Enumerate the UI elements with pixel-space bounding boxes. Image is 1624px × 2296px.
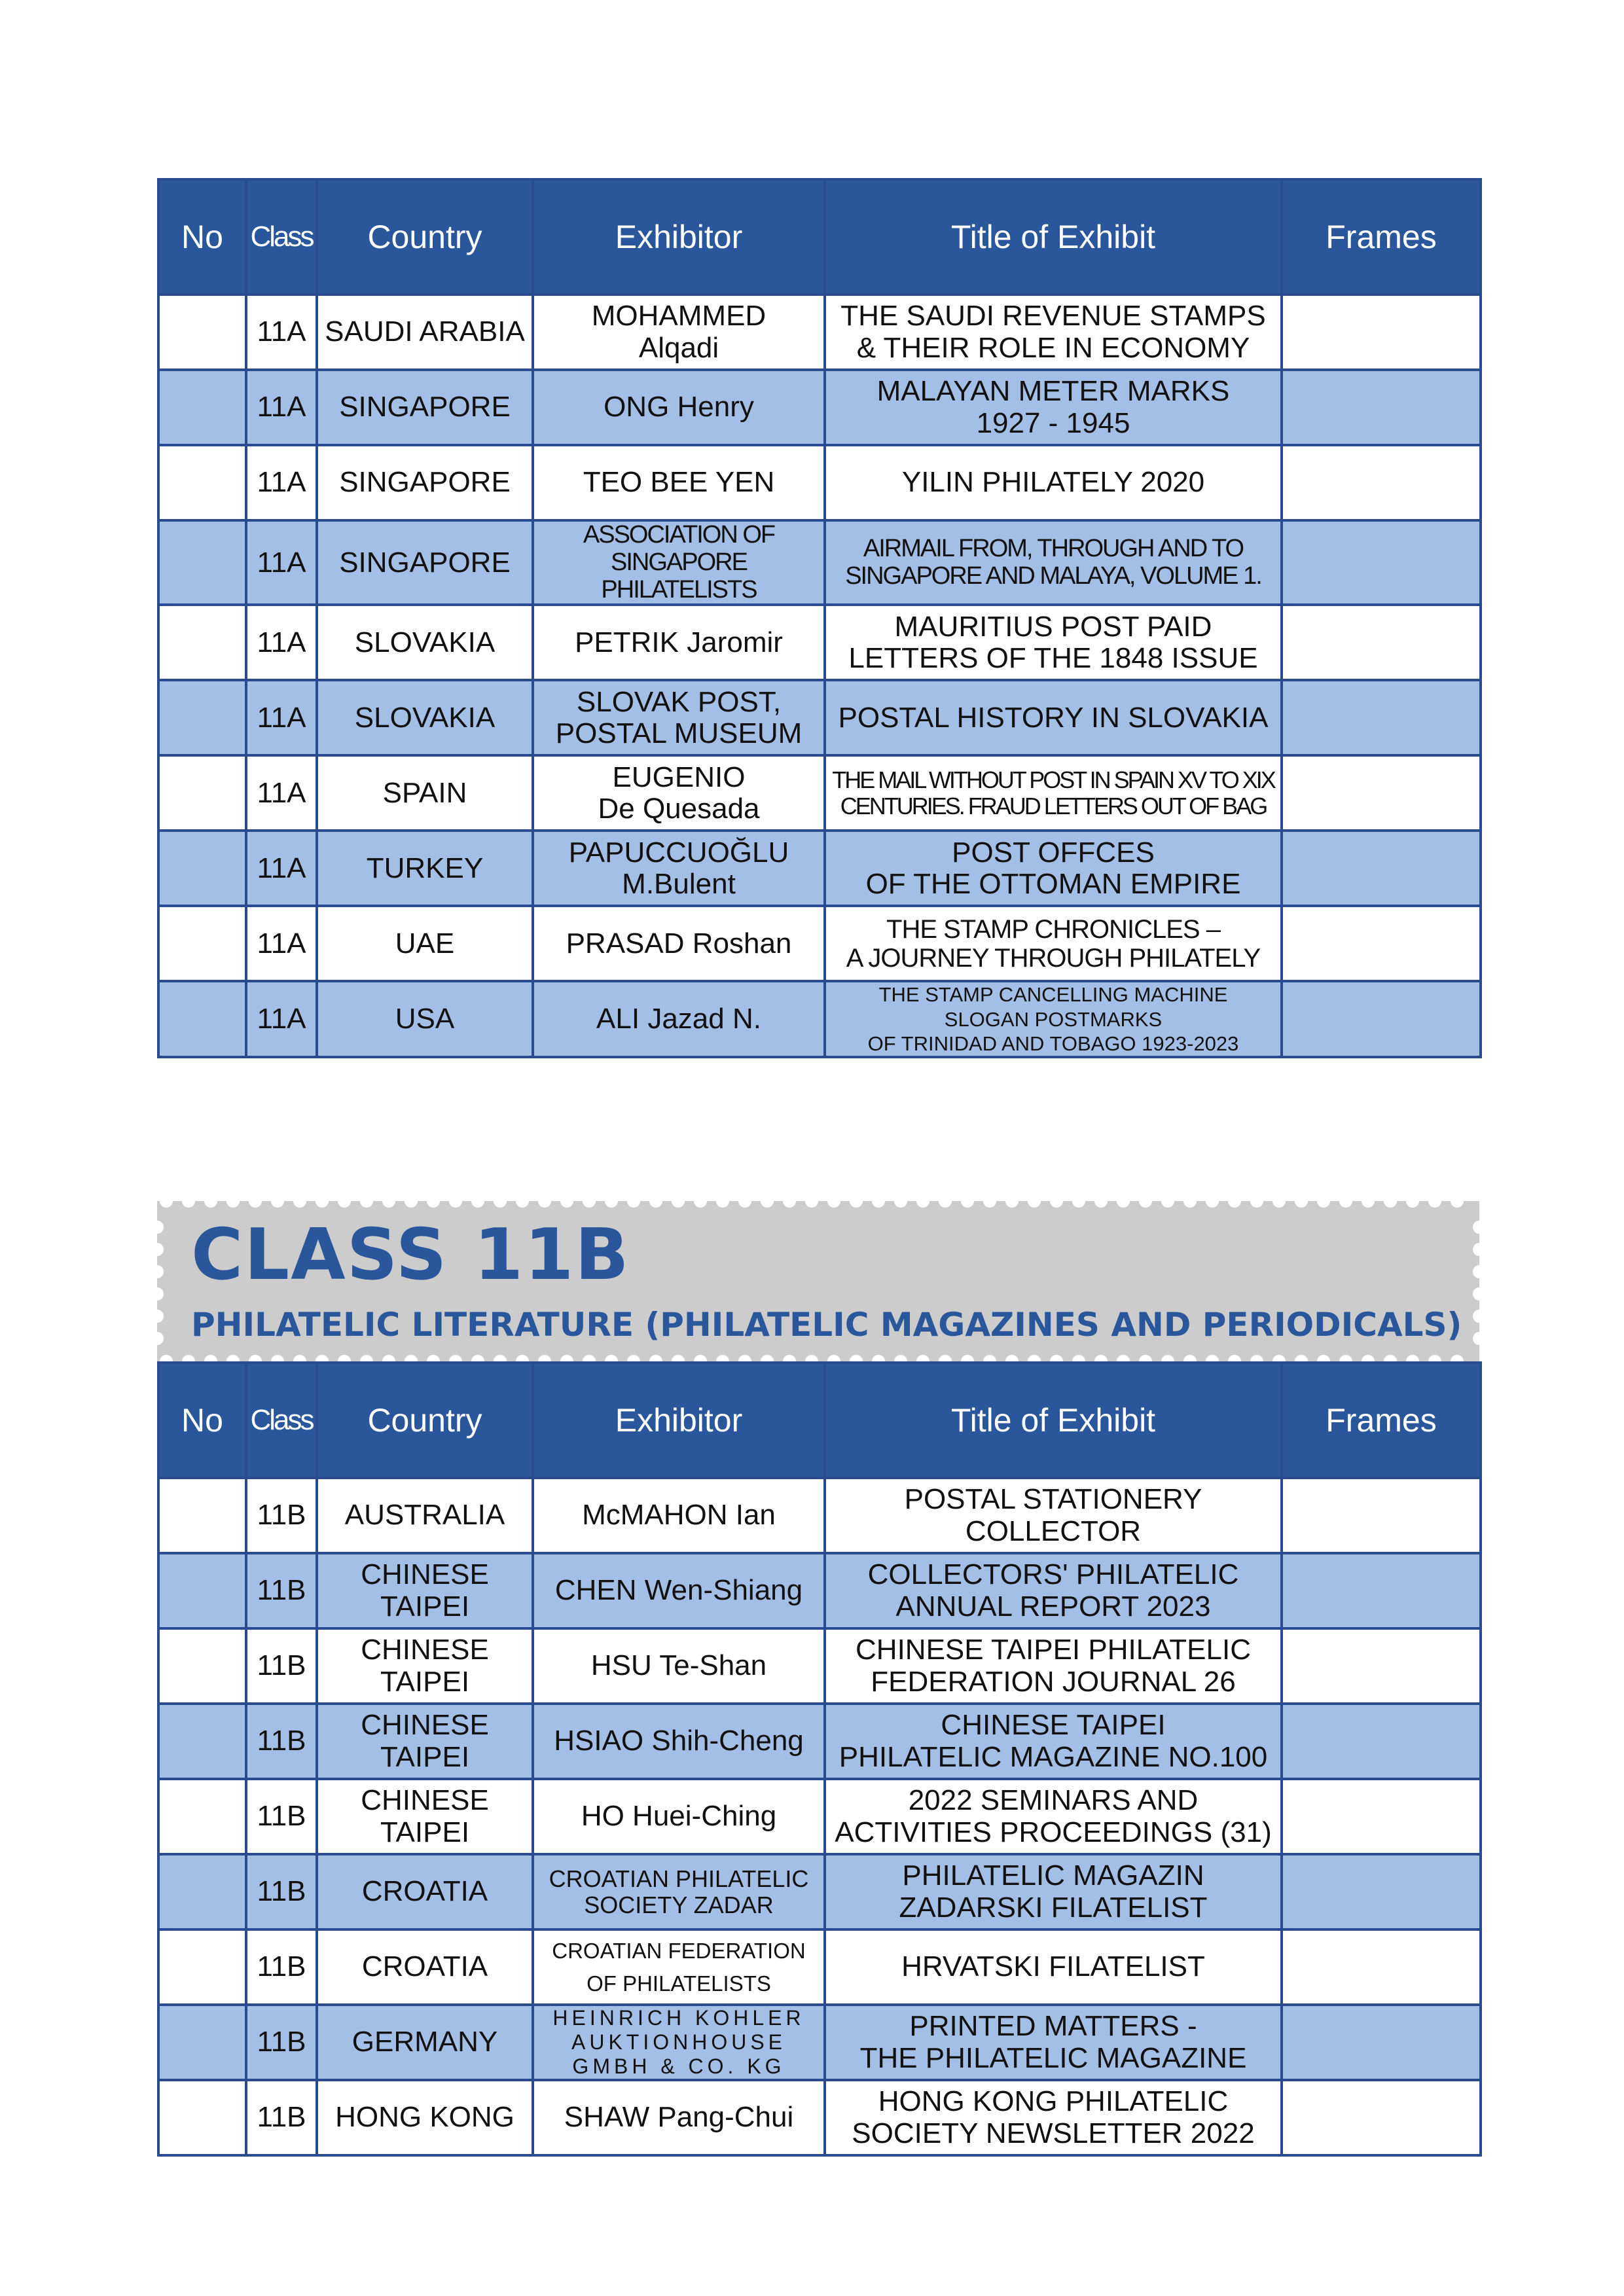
table-row (158, 1854, 1481, 1929)
cell-country: CROATIA (317, 1929, 533, 2005)
header-no: No (158, 179, 246, 295)
class-11b-banner (157, 1201, 1479, 1361)
cell-no (158, 605, 246, 680)
cell-no (158, 1704, 246, 1779)
cell-country: USA (317, 981, 533, 1057)
header-title: Title of Exhibit (825, 1363, 1282, 1478)
cell-frames (1282, 1628, 1481, 1704)
cell-title: MALAYAN METER MARKS 1927 - 1945 (825, 370, 1282, 445)
cell-frames (1282, 1929, 1481, 2005)
cell-class: 11A (246, 680, 317, 755)
cell-title: MAURITIUS POST PAID LETTERS OF THE 1848 ISSUE (825, 605, 1282, 680)
table-row (158, 906, 1481, 981)
table-row (158, 2080, 1481, 2155)
table-row (158, 520, 1481, 605)
cell-exhibitor: PAPUCCUOĞLU M.Bulent (533, 831, 825, 906)
cell-exhibitor: CHEN Wen-Shiang (533, 1553, 825, 1628)
cell-frames (1282, 906, 1481, 981)
cell-title: THE MAIL WITHOUT POST IN SPAIN XV TO XIX CENTURIES. FRAUD LETTERS OUT OF BAG (825, 755, 1282, 831)
exhibits-table-11a (157, 178, 1482, 1058)
cell-country: SINGAPORE (317, 370, 533, 445)
cell-class: 11A (246, 295, 317, 370)
cell-exhibitor: HO Huei-Ching (533, 1779, 825, 1854)
cell-title: THE STAMP CHRONICLES – A JOURNEY THROUGH PHILATELY (825, 906, 1282, 981)
cell-frames (1282, 370, 1481, 445)
section-heading: CLASS 11B (191, 1214, 630, 1296)
cell-title: COLLECTORS' PHILATELIC ANNUAL REPORT 2023 (825, 1553, 1282, 1628)
header-class: Class (246, 179, 317, 295)
cell-no (158, 906, 246, 981)
cell-country: CHINESE TAIPEI (317, 1779, 533, 1854)
cell-class: 11B (246, 2080, 317, 2155)
cell-exhibitor: EUGENIO De Quesada (533, 755, 825, 831)
cell-title: POST OFFCES OF THE OTTOMAN EMPIRE (825, 831, 1282, 906)
cell-no (158, 520, 246, 605)
cell-no (158, 370, 246, 445)
cell-country: UAE (317, 906, 533, 981)
cell-no (158, 445, 246, 520)
table-row (158, 1929, 1481, 2005)
cell-class: 11A (246, 445, 317, 520)
cell-title: PHILATELIC MAGAZIN ZADARSKI FILATELIST (825, 1854, 1282, 1929)
cell-class: 11A (246, 906, 317, 981)
cell-exhibitor: HSU Te-Shan (533, 1628, 825, 1704)
cell-class: 11A (246, 981, 317, 1057)
cell-title: POSTAL HISTORY IN SLOVAKIA (825, 680, 1282, 755)
header-country: Country (317, 179, 533, 295)
cell-title: THE SAUDI REVENUE STAMPS & THEIR ROLE IN ECONOMY (825, 295, 1282, 370)
header-country: Country (317, 1363, 533, 1478)
table-row (158, 1553, 1481, 1628)
cell-frames (1282, 605, 1481, 680)
cell-class: 11A (246, 520, 317, 605)
cell-no (158, 1854, 246, 1929)
table-row (158, 831, 1481, 906)
cell-country: CHINESE TAIPEI (317, 1553, 533, 1628)
table-row (158, 1779, 1481, 1854)
cell-frames (1282, 1779, 1481, 1854)
cell-class: 11A (246, 755, 317, 831)
cell-frames (1282, 680, 1481, 755)
cell-no (158, 755, 246, 831)
header-frames: Frames (1282, 179, 1481, 295)
table-row (158, 1478, 1481, 1553)
cell-no (158, 1929, 246, 2005)
cell-country: SINGAPORE (317, 520, 533, 605)
table-row (158, 981, 1481, 1057)
cell-country: GERMANY (317, 2005, 533, 2080)
cell-exhibitor: ONG Henry (533, 370, 825, 445)
cell-exhibitor: HEINRICH KOHLER AUKTIONHOUSE GMBH & CO. KG (533, 2005, 825, 2080)
cell-exhibitor: PETRIK Jaromir (533, 605, 825, 680)
table-row (158, 1704, 1481, 1779)
cell-exhibitor: HSIAO Shih-Cheng (533, 1704, 825, 1779)
cell-exhibitor: SHAW Pang-Chui (533, 2080, 825, 2155)
cell-country: AUSTRALIA (317, 1478, 533, 1553)
cell-no (158, 981, 246, 1057)
cell-exhibitor: ASSOCIATION OF SINGAPORE PHILATELISTS (533, 520, 825, 605)
cell-title: THE STAMP CANCELLING MACHINE SLOGAN POSTMARKS OF TRINIDAD AND TOBAGO 1923-2023 (825, 981, 1282, 1057)
table-header-row (158, 179, 1481, 295)
cell-title: 2022 SEMINARS AND ACTIVITIES PROCEEDINGS (31) (825, 1779, 1282, 1854)
table-row (158, 2005, 1481, 2080)
cell-country: CHINESE TAIPEI (317, 1704, 533, 1779)
cell-no (158, 1628, 246, 1704)
cell-frames (1282, 520, 1481, 605)
cell-frames (1282, 2080, 1481, 2155)
cell-frames (1282, 2005, 1481, 2080)
cell-class: 11B (246, 1779, 317, 1854)
cell-country: CROATIA (317, 1854, 533, 1929)
cell-country: HONG KONG (317, 2080, 533, 2155)
exhibits-table-11b (157, 1361, 1482, 2157)
cell-frames (1282, 1704, 1481, 1779)
table-row (158, 370, 1481, 445)
cell-exhibitor: MOHAMMED Alqadi (533, 295, 825, 370)
cell-no (158, 1553, 246, 1628)
cell-frames (1282, 1854, 1481, 1929)
cell-no (158, 680, 246, 755)
header-no: No (158, 1363, 246, 1478)
cell-frames (1282, 295, 1481, 370)
cell-frames (1282, 755, 1481, 831)
cell-exhibitor: ALI Jazad N. (533, 981, 825, 1057)
cell-title: AIRMAIL FROM, THROUGH AND TO SINGAPORE AND MALAYA, VOLUME 1. (825, 520, 1282, 605)
section-subheading: PHILATELIC LITERATURE (PHILATELIC MAGAZINES AND PERIODICALS) (191, 1306, 1462, 1344)
cell-frames (1282, 445, 1481, 520)
cell-frames (1282, 1478, 1481, 1553)
cell-title: CHINESE TAIPEI PHILATELIC FEDERATION JOURNAL 26 (825, 1628, 1282, 1704)
cell-class: 11B (246, 1553, 317, 1628)
table-header-row (158, 1363, 1481, 1478)
cell-class: 11B (246, 1854, 317, 1929)
cell-exhibitor: TEO BEE YEN (533, 445, 825, 520)
cell-title: PRINTED MATTERS - THE PHILATELIC MAGAZINE (825, 2005, 1282, 2080)
cell-exhibitor: SLOVAK POST, POSTAL MUSEUM (533, 680, 825, 755)
cell-title: HONG KONG PHILATELIC SOCIETY NEWSLETTER 2022 (825, 2080, 1282, 2155)
cell-class: 11B (246, 2005, 317, 2080)
cell-country: SLOVAKIA (317, 680, 533, 755)
cell-country: SLOVAKIA (317, 605, 533, 680)
cell-no (158, 831, 246, 906)
cell-frames (1282, 1553, 1481, 1628)
cell-exhibitor: PRASAD Roshan (533, 906, 825, 981)
cell-frames (1282, 981, 1481, 1057)
header-exhibitor: Exhibitor (533, 179, 825, 295)
cell-exhibitor: CROATIAN FEDERATION OF PHILATELISTS (533, 1929, 825, 2005)
cell-no (158, 1478, 246, 1553)
table-row (158, 755, 1481, 831)
cell-class: 11A (246, 605, 317, 680)
cell-class: 11B (246, 1628, 317, 1704)
cell-no (158, 295, 246, 370)
cell-title: CHINESE TAIPEI PHILATELIC MAGAZINE NO.100 (825, 1704, 1282, 1779)
table-row (158, 680, 1481, 755)
cell-country: SINGAPORE (317, 445, 533, 520)
cell-no (158, 2005, 246, 2080)
cell-frames (1282, 831, 1481, 906)
table-row (158, 1628, 1481, 1704)
cell-title: YILIN PHILATELY 2020 (825, 445, 1282, 520)
cell-class: 11A (246, 831, 317, 906)
cell-exhibitor: McMAHON Ian (533, 1478, 825, 1553)
header-class: Class (246, 1363, 317, 1478)
header-exhibitor: Exhibitor (533, 1363, 825, 1478)
cell-country: TURKEY (317, 831, 533, 906)
table-row (158, 605, 1481, 680)
cell-exhibitor: CROATIAN PHILATELIC SOCIETY ZADAR (533, 1854, 825, 1929)
cell-country: SPAIN (317, 755, 533, 831)
cell-title: POSTAL STATIONERY COLLECTOR (825, 1478, 1282, 1553)
table-row (158, 295, 1481, 370)
cell-class: 11B (246, 1704, 317, 1779)
cell-no (158, 1779, 246, 1854)
cell-class: 11A (246, 370, 317, 445)
cell-title: HRVATSKI FILATELIST (825, 1929, 1282, 2005)
cell-no (158, 2080, 246, 2155)
cell-class: 11B (246, 1929, 317, 2005)
header-title: Title of Exhibit (825, 179, 1282, 295)
header-frames: Frames (1282, 1363, 1481, 1478)
cell-country: CHINESE TAIPEI (317, 1628, 533, 1704)
cell-class: 11B (246, 1478, 317, 1553)
table-row (158, 445, 1481, 520)
cell-country: SAUDI ARABIA (317, 295, 533, 370)
